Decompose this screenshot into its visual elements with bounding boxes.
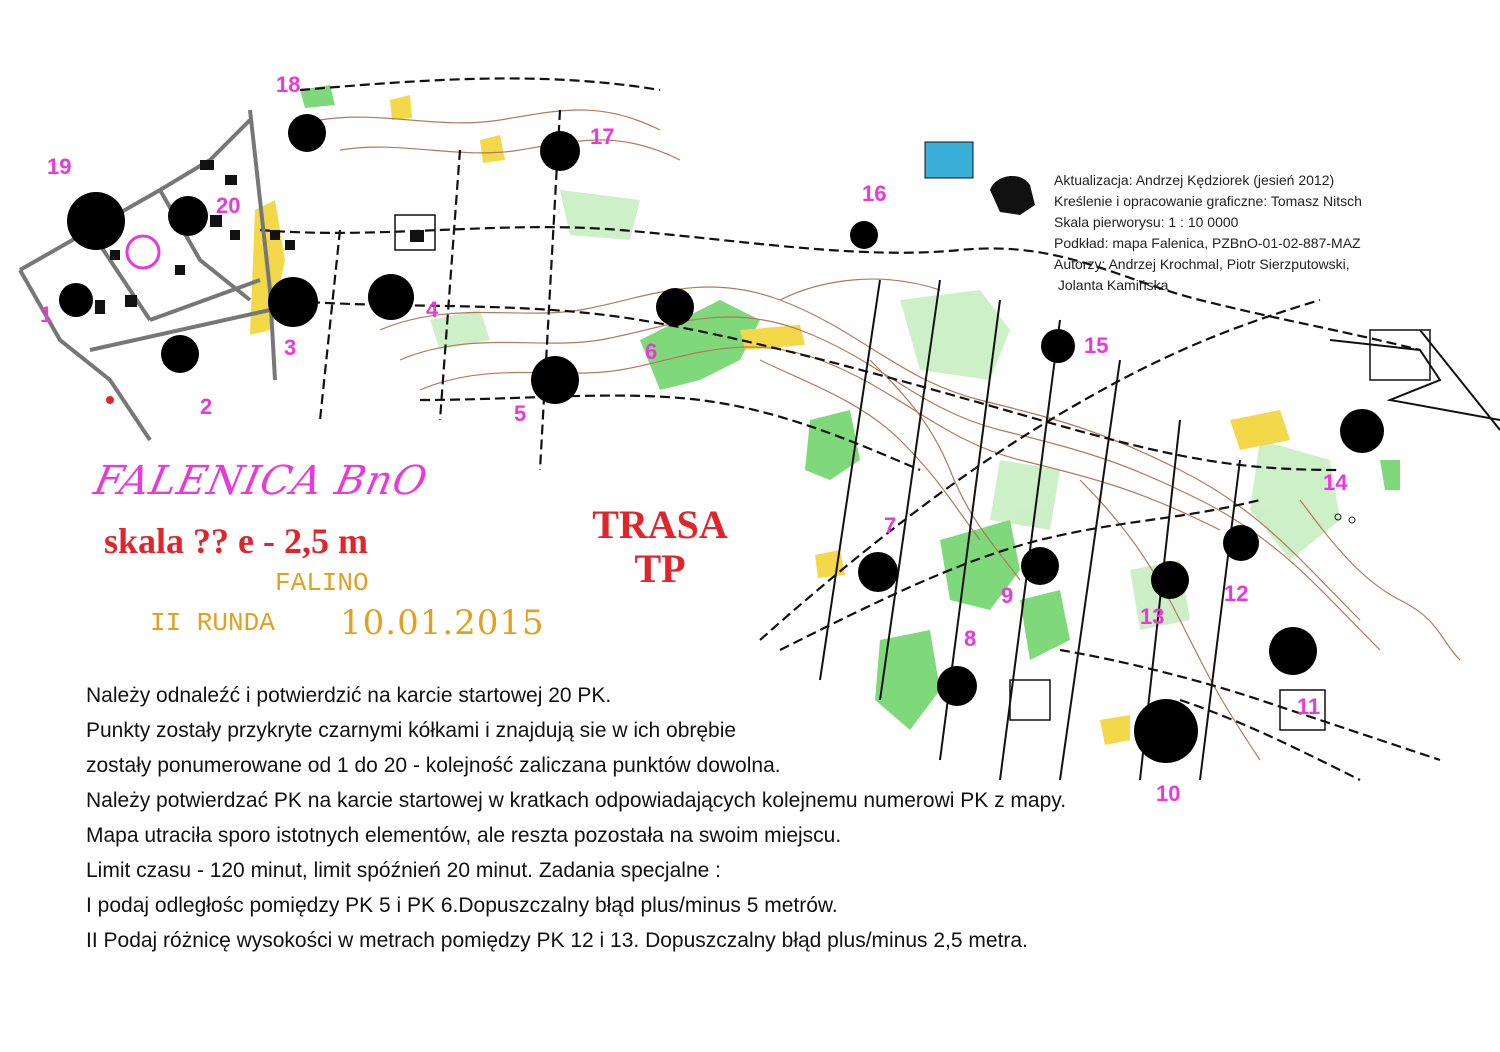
control-circle-4: [368, 274, 414, 320]
round-label: II RUNDA: [150, 608, 275, 638]
scale-text: skala ?? e - 2,5 m: [104, 521, 368, 561]
control-circle-13: [1151, 561, 1189, 599]
event-date: 10.01.2015: [340, 603, 545, 643]
control-number-13: 13: [1140, 604, 1165, 629]
control-number-1: 1: [40, 302, 53, 327]
map-info-line: Podkład: mapa Falenica, PZBnO-01-02-887-MAZ: [1054, 235, 1361, 251]
instruction-line: Należy odnaleźć i potwierdzić na karcie startowej 20 PK.: [86, 684, 612, 707]
control-circle-14: [1340, 409, 1384, 453]
control-circle-2: [161, 335, 199, 373]
control-number-16: 16: [862, 181, 887, 206]
control-circle-5: [531, 356, 579, 404]
control-number-20: 20: [216, 193, 241, 218]
map-info: [1054, 170, 1362, 296]
control-circle-17: [540, 131, 580, 171]
control-circle-9: [1021, 547, 1059, 585]
map-info-line: Jolanta Kamińska: [1054, 277, 1169, 293]
map-info-line: Skala pierworysu: 1 : 10 0000: [1054, 214, 1239, 230]
control-number-17: 17: [590, 124, 615, 149]
control-number-3: 3: [284, 335, 297, 360]
instruction-line: I podaj odległośc pomiędzy PK 5 i PK 6.Dopuszczalny błąd plus/minus 5 metrów.: [86, 894, 838, 917]
event-name: FALINO: [275, 568, 369, 598]
control-number-2: 2: [200, 394, 213, 419]
instruction-line: zostały ponumerowane od 1 do 20 - kolejność zaliczana punktów dowolna.: [86, 754, 781, 777]
map-info-line: Autorzy: Andrzej Krochmal, Piotr Sierzputowski,: [1054, 256, 1350, 272]
control-number-15: 15: [1084, 333, 1109, 358]
control-circle-19: [67, 192, 125, 250]
control-number-19: 19: [47, 154, 72, 179]
control-circle-10: [1134, 699, 1198, 763]
control-circle-18: [288, 114, 326, 152]
control-number-11: 11: [1297, 694, 1321, 719]
instruction-line: Punkty zostały przykryte czarnymi kółkami i znajdują sie w ich obrębie: [86, 719, 737, 742]
map-title: FALENICA BnO: [90, 458, 432, 504]
control-number-12: 12: [1224, 581, 1249, 606]
instructions: [86, 678, 1066, 958]
control-number-6: 6: [645, 339, 658, 364]
control-circle-7: [858, 552, 898, 592]
control-circle-20: [168, 196, 208, 236]
control-circle-16: [850, 221, 878, 249]
control-number-18: 18: [276, 72, 301, 97]
control-number-8: 8: [964, 626, 977, 651]
map-info-line: Aktualizacja: Andrzej Kędziorek (jesień 2012): [1054, 172, 1335, 188]
control-circle-11: [1269, 627, 1317, 675]
control-number-5: 5: [514, 401, 527, 426]
control-circle-15: [1041, 329, 1075, 363]
instruction-line: Mapa utraciła sporo istotnych elementów, ale reszta pozostała na swoim miejscu.: [86, 824, 842, 847]
control-number-7: 7: [884, 513, 897, 538]
instruction-line: Limit czasu - 120 minut, limit spóźnień 20 minut. Zadania specjalne :: [86, 859, 721, 882]
instruction-line: II Podaj różnicę wysokości w metrach pomiędzy PK 12 i 13. Dopuszczalny błąd plus/minus 2,5 metra.: [86, 929, 1028, 952]
course-line-2: TP: [634, 546, 686, 591]
control-number-14: 14: [1323, 470, 1348, 495]
control-number-4: 4: [426, 297, 439, 322]
map-info-line: Kreślenie i opracowanie graficzne: Tomasz Nitsch: [1054, 193, 1362, 209]
instruction-line: Należy potwierdzać PK na karcie startowej w kratkach odpowiadających kolejnemu numerowi PK z mapy.: [86, 789, 1067, 812]
control-number-9: 9: [1001, 583, 1014, 608]
control-circle-6: [656, 288, 694, 326]
course-label: [585, 503, 735, 591]
course-line-1: TRASA: [592, 502, 728, 547]
control-number-10: 10: [1156, 781, 1181, 806]
control-circle-1: [59, 283, 93, 317]
control-circle-3: [268, 277, 318, 327]
control-circle-12: [1223, 525, 1259, 561]
